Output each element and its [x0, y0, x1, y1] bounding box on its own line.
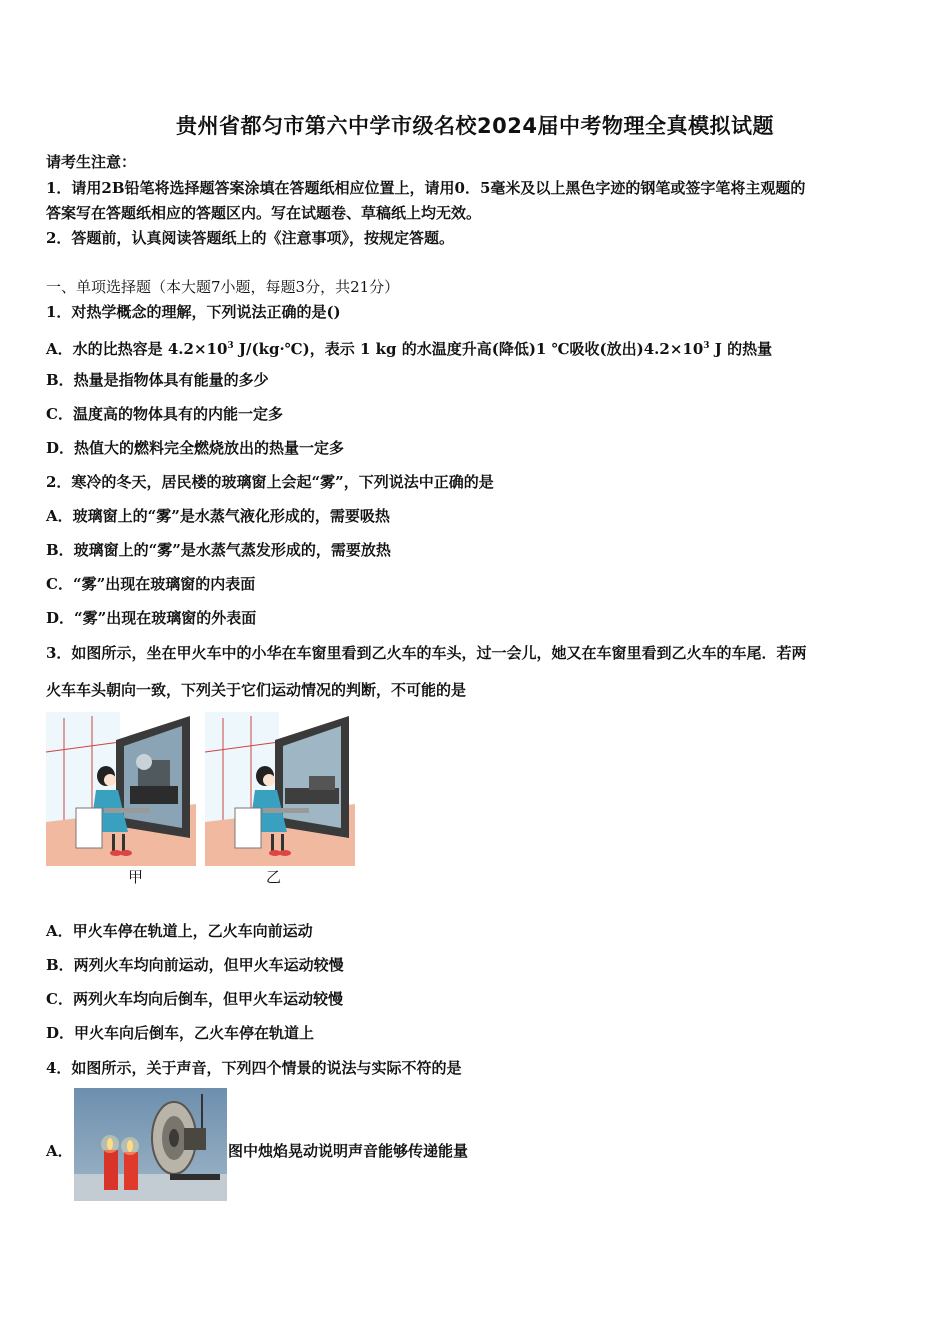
q3-stem-line-1: 3．如图所示，坐在甲火车中的小华在车窗里看到乙火车的车头，过一会儿，她又在车窗里看到乙火车的车尾．若两 — [46, 644, 807, 662]
candle-speaker-photo — [74, 1088, 227, 1201]
train-figure-yi — [205, 712, 355, 866]
q1-stem: 1．对热学概念的理解，下列说法正确的是() — [46, 303, 341, 321]
q3-option-c: C．两列火车均向后倒车，但甲火车运动较慢 — [46, 990, 343, 1008]
notice-line-1b: 答案写在答题纸相应的答题区内。写在试题卷、草稿纸上均无效。 — [46, 204, 482, 222]
q2-stem: 2．寒冷的冬天，居民楼的玻璃窗上会起“雾”，下列说法中正确的是 — [46, 473, 494, 491]
q2-option-b: B．玻璃窗上的“雾”是水蒸气蒸发形成的，需要放热 — [46, 541, 391, 559]
section-heading: 一、单项选择题（本大题7小题，每题3分，共21分） — [46, 278, 400, 296]
figure-label-jia: 甲 — [128, 868, 144, 886]
q1-option-c: C．温度高的物体具有的内能一定多 — [46, 405, 283, 423]
figure-label-yi: 乙 — [266, 868, 282, 886]
notice-line-1: 1．请用2B铅笔将选择题答案涂填在答题纸相应位置上，请用0．5毫米及以上黑色字迹的钢笔或签字笔将主观题的 — [46, 179, 806, 197]
q4-option-a-label: A． — [46, 1142, 73, 1160]
notice-line-2: 2．答题前，认真阅读答题纸上的《注意事项》，按规定答题。 — [46, 229, 454, 247]
q4-stem: 4．如图所示，关于声音，下列四个情景的说法与实际不符的是 — [46, 1059, 462, 1077]
q3-stem-line-2: 火车车头朝向一致，下列关于它们运动情况的判断，不可能的是 — [46, 681, 467, 699]
train-figure-jia — [46, 712, 196, 866]
q1-option-b: B．热量是指物体具有能量的多少 — [46, 371, 269, 389]
q2-option-c: C．“雾”出现在玻璃窗的内表面 — [46, 575, 256, 593]
q2-option-a: A．玻璃窗上的“雾”是水蒸气液化形成的，需要吸热 — [46, 507, 390, 525]
q3-option-a: A．甲火车停在轨道上，乙火车向前运动 — [46, 922, 313, 940]
q4-option-a-text: 图中烛焰晃动说明声音能够传递能量 — [228, 1142, 469, 1160]
q1-option-a: A．水的比热容是 $4.2\times 10^3$ J/(kg·℃)，表示 1 kg 的水温度升高(降低)1 ℃吸收(放出)$4.2\times 10^3$ J 的热量 — [46, 340, 773, 358]
q3-option-d: D．甲火车向后倒车，乙火车停在轨道上 — [46, 1024, 315, 1042]
q1-option-d: D．热值大的燃料完全燃烧放出的热量一定多 — [46, 439, 345, 457]
page-title: 贵州省都匀市第六中学市级名校2024届中考物理全真模拟试题 — [176, 114, 774, 138]
q2-option-d: D．“雾”出现在玻璃窗的外表面 — [46, 609, 257, 627]
q3-option-b: B．两列火车均向前运动，但甲火车运动较慢 — [46, 956, 344, 974]
notice-heading: 请考生注意： — [46, 153, 137, 171]
